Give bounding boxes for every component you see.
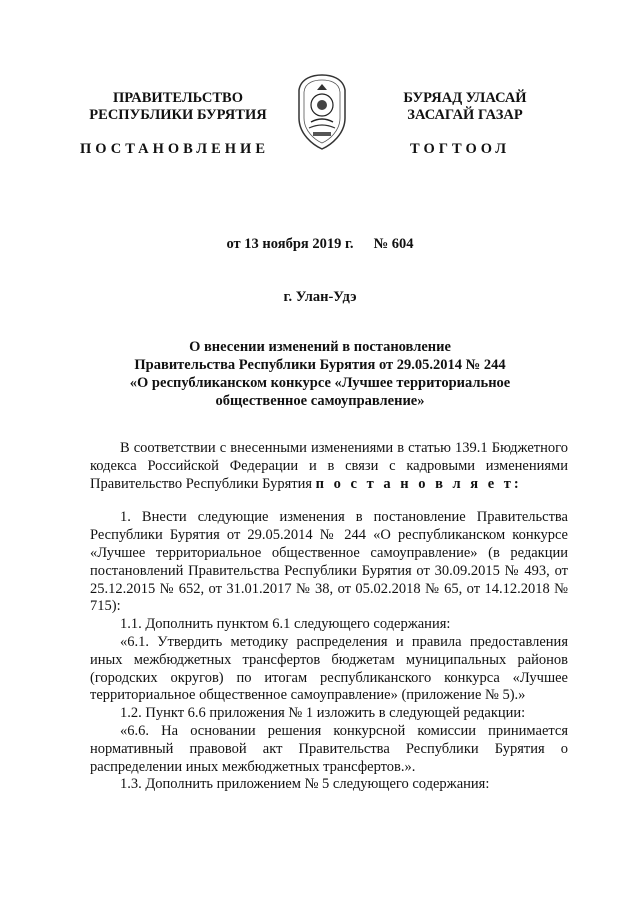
decree-label-buryat: ТОГТООЛ — [410, 141, 511, 157]
paragraph-1-3: 1.3. Дополнить приложением № 5 следующего содержания: — [120, 776, 490, 793]
republic-emblem-icon — [295, 72, 349, 152]
paragraph-1-1-text: «6.1. Утвердить методику распределения и правила предоставления иных межбюджетных трансфертов бюджетам муниципальных районов (городских округов) по итогам республиканского конкурса «Лучшее территориальное общественное самоуправление» (приложение № 5).» — [90, 633, 568, 704]
government-name-buryat — [370, 90, 560, 124]
header-left-line1: ПРАВИТЕЛЬСТВО — [113, 90, 243, 106]
city: г. Улан-Удэ — [283, 289, 357, 305]
decree-label-russian: ПОСТАНОВЛЕНИЕ — [80, 141, 270, 157]
date-number-line — [0, 236, 640, 253]
paragraph-1: 1. Внести следующие изменения в постановление Правительства Республики Бурятия от 29.05.2014 № 244 «О республиканском конкурсе «Лучшее территориальное общественное самоуправление» (в редакции постановлений Правительства Республики Бурятия от 30.09.2015 № 493, от 25.12.2015 № 652, от 31.01.2017 № 38, от 05.02.2018 № 65, от 14.12.2018 № 715): — [90, 509, 568, 615]
paragraph-1-2-text: «6.6. На основании решения конкурсной комиссии принимается нормативный правовой акт Правительства Республики Бурятия о распределении иных межбюджетных трансфертов.». — [90, 722, 568, 775]
paragraph-1-2: 1.2. Пункт 6.6 приложения № 1 изложить в следующей редакции: — [120, 705, 526, 722]
title-line2: Правительства Республики Бурятия от 29.05.2014 № 244 — [134, 357, 506, 373]
title-line3: «О республиканском конкурсе «Лучшее территориальное — [129, 375, 511, 391]
document-body — [90, 440, 568, 794]
intro-text: В соответствии с внесенными изменениями в статью 139.1 Бюджетного кодекса Российской Федерации и в связи с кадровыми изменениями Правительство Республики Бурятия — [90, 440, 568, 492]
header-left-line2: РЕСПУБЛИКИ БУРЯТИЯ — [89, 107, 267, 123]
document-title — [100, 338, 540, 410]
title-line1: О внесении изменений в постановление — [189, 339, 451, 355]
header-right-line1: БУРЯАД УЛАСАЙ — [403, 90, 527, 106]
paragraph-1-1: 1.1. Дополнить пунктом 6.1 следующего содержания: — [120, 616, 451, 633]
title-line4: общественное самоуправление» — [215, 393, 425, 409]
decree-number: № 604 — [373, 236, 414, 252]
decides-phrase: п о с т а н о в л я е т: — [315, 475, 522, 492]
intro-paragraph — [90, 440, 568, 493]
government-name-russian — [78, 90, 278, 124]
header-right-line2: ЗАСАГАЙ ГАЗАР — [407, 107, 523, 123]
decree-date: от 13 ноября 2019 г. — [226, 236, 354, 252]
